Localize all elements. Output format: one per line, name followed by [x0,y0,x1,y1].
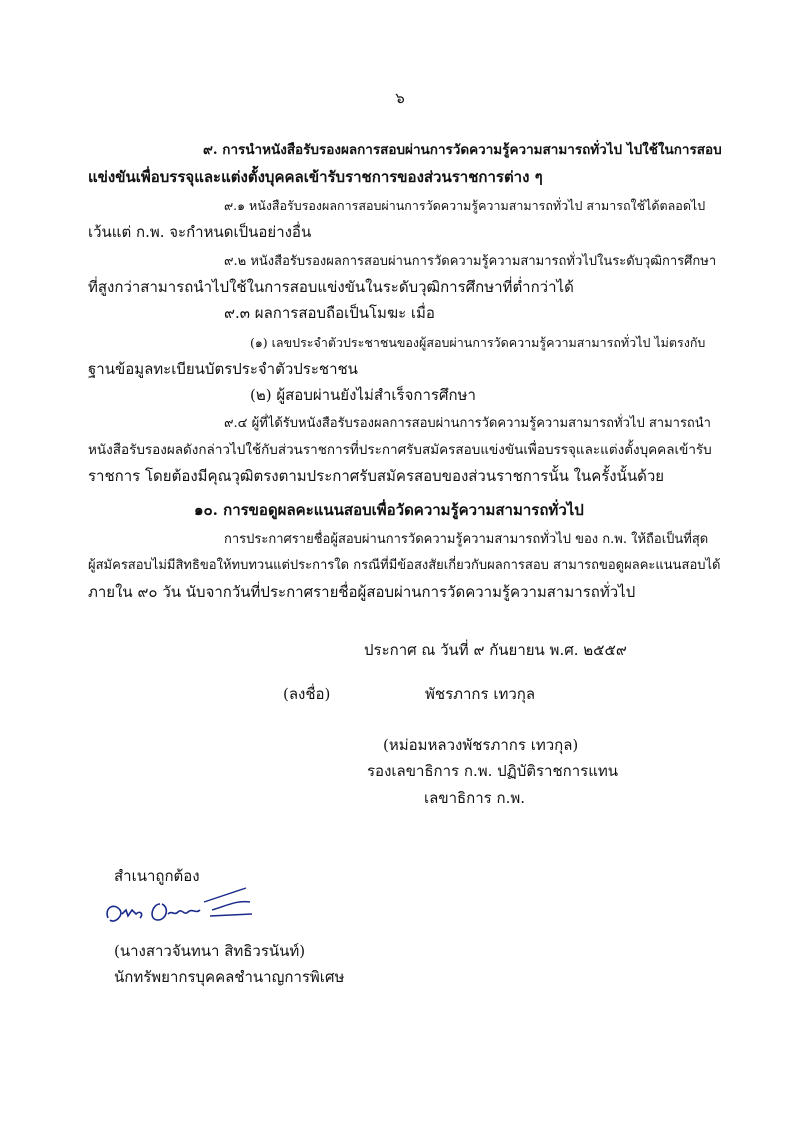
item-9-2-line2: ที่สูงกว่าสามารถนำไปใช้ในการสอบแข่งขันในระดับวุฒิการศึกษาที่ต่ำกว่าได้ [88,278,574,296]
item-9-3-sub1-line1: (๑) เลขประจำตัวประชาชนของผู้สอบผ่านการวัดความรู้ความสามารถทั่วไป ไม่ตรงกับ [250,335,706,350]
item-9-3-sub1-line2: ฐานข้อมูลทะเบียนบัตรประจำตัวประชาชน [88,360,358,378]
signatory-position-line2: เลขาธิการ ก.พ. [424,789,525,807]
section10-title: ๑๐. การขอดูผลคะแนนสอบเพื่อวัดความรู้ความสามารถทั่วไป [194,501,584,519]
certifier-position: นักทรัพยากรบุคคลชำนาญการพิเศษ [114,968,345,986]
signed-label: (ลงชื่อ) [283,685,331,703]
certifier-name: (นางสาวจันทนา สิทธิวรนันท์) [114,942,306,960]
item-9-3-line1: ๙.๓ ผลการสอบถือเป็นโมฆะ เมื่อ [224,304,435,322]
section10-para-line2: ผู้สมัครสอบไม่มีสิทธิขอให้ทบทวนแต่ประการใด กรณีที่มีข้อสงสัยเกี่ยวกับผลการสอบ สามารถขอดูผลคะแนนสอบได้ [88,558,721,573]
certified-copy-label: สำเนาถูกต้อง [114,867,200,885]
signed-name: พัชรภากร เทวกุล [425,685,536,703]
section10-para-line3: ภายใน ๙๐ วัน นับจากวันที่ประกาศรายชื่อผู้สอบผ่านการวัดความรู้ความสามารถทั่วไป [88,583,636,601]
item-9-1-line1: ๙.๑ หนังสือรับรองผลการสอบผ่านการวัดความรู้ความสามารถทั่วไป สามารถใช้ได้ตลอดไป [224,198,706,213]
item-9-1-line2: เว้นแต่ ก.พ. จะกำหนดเป็นอย่างอื่น [88,223,312,241]
section10-para-line1: การประกาศรายชื่อผู้สอบผ่านการวัดความรู้ความสามารถทั่วไป ของ ก.พ. ให้ถือเป็นที่สุด [224,532,709,547]
handwritten-signature [100,880,270,940]
section9-title-line2: แข่งขันเพื่อบรรจุและแต่งตั้งบุคคลเข้ารับราชการของส่วนราชการต่าง ๆ [88,168,543,186]
signatory-full-name: (หม่อมหลวงพัชรภากร เทวกุล) [383,736,579,754]
item-9-4-line3: ราชการ โดยต้องมีคุณวุฒิตรงตามประกาศรับสมัครสอบของส่วนราชการนั้น ในครั้งนั้นด้วย [88,467,665,485]
item-9-2-line1: ๙.๒ หนังสือรับรองผลการสอบผ่านการวัดความรู้ความสามารถทั่วไปในระดับวุฒิการศึกษา [224,254,717,269]
item-9-4-line2: หนังสือรับรองผลดังกล่าวไปใช้กับส่วนราชการที่ประกาศรับสมัครสอบแข่งขันเพื่อบรรจุและแต่งตั้งบุคคลเข้ารับ [88,442,712,458]
item-9-4-line1: ๙.๔ ผู้ที่ได้รับหนังสือรับรองผลการสอบผ่านการวัดความรู้ความสามารถทั่วไป สามารถนำ [224,416,711,431]
item-9-3-sub2: (๒) ผู้สอบผ่านยังไม่สำเร็จการศึกษา [250,386,476,404]
signatory-position-line1: รองเลขาธิการ ก.พ. ปฏิบัติราชการแทน [367,762,619,780]
page-number: ๖ [395,89,405,107]
section9-title-line1: ๙. การนำหนังสือรับรองผลการสอบผ่านการวัดความรู้ความสามารถทั่วไป ไปใช้ในการสอบ [203,142,722,158]
announcement-date: ประกาศ ณ วันที่ ๙ กันยายน พ.ศ. ๒๕๕๙ [364,641,627,659]
